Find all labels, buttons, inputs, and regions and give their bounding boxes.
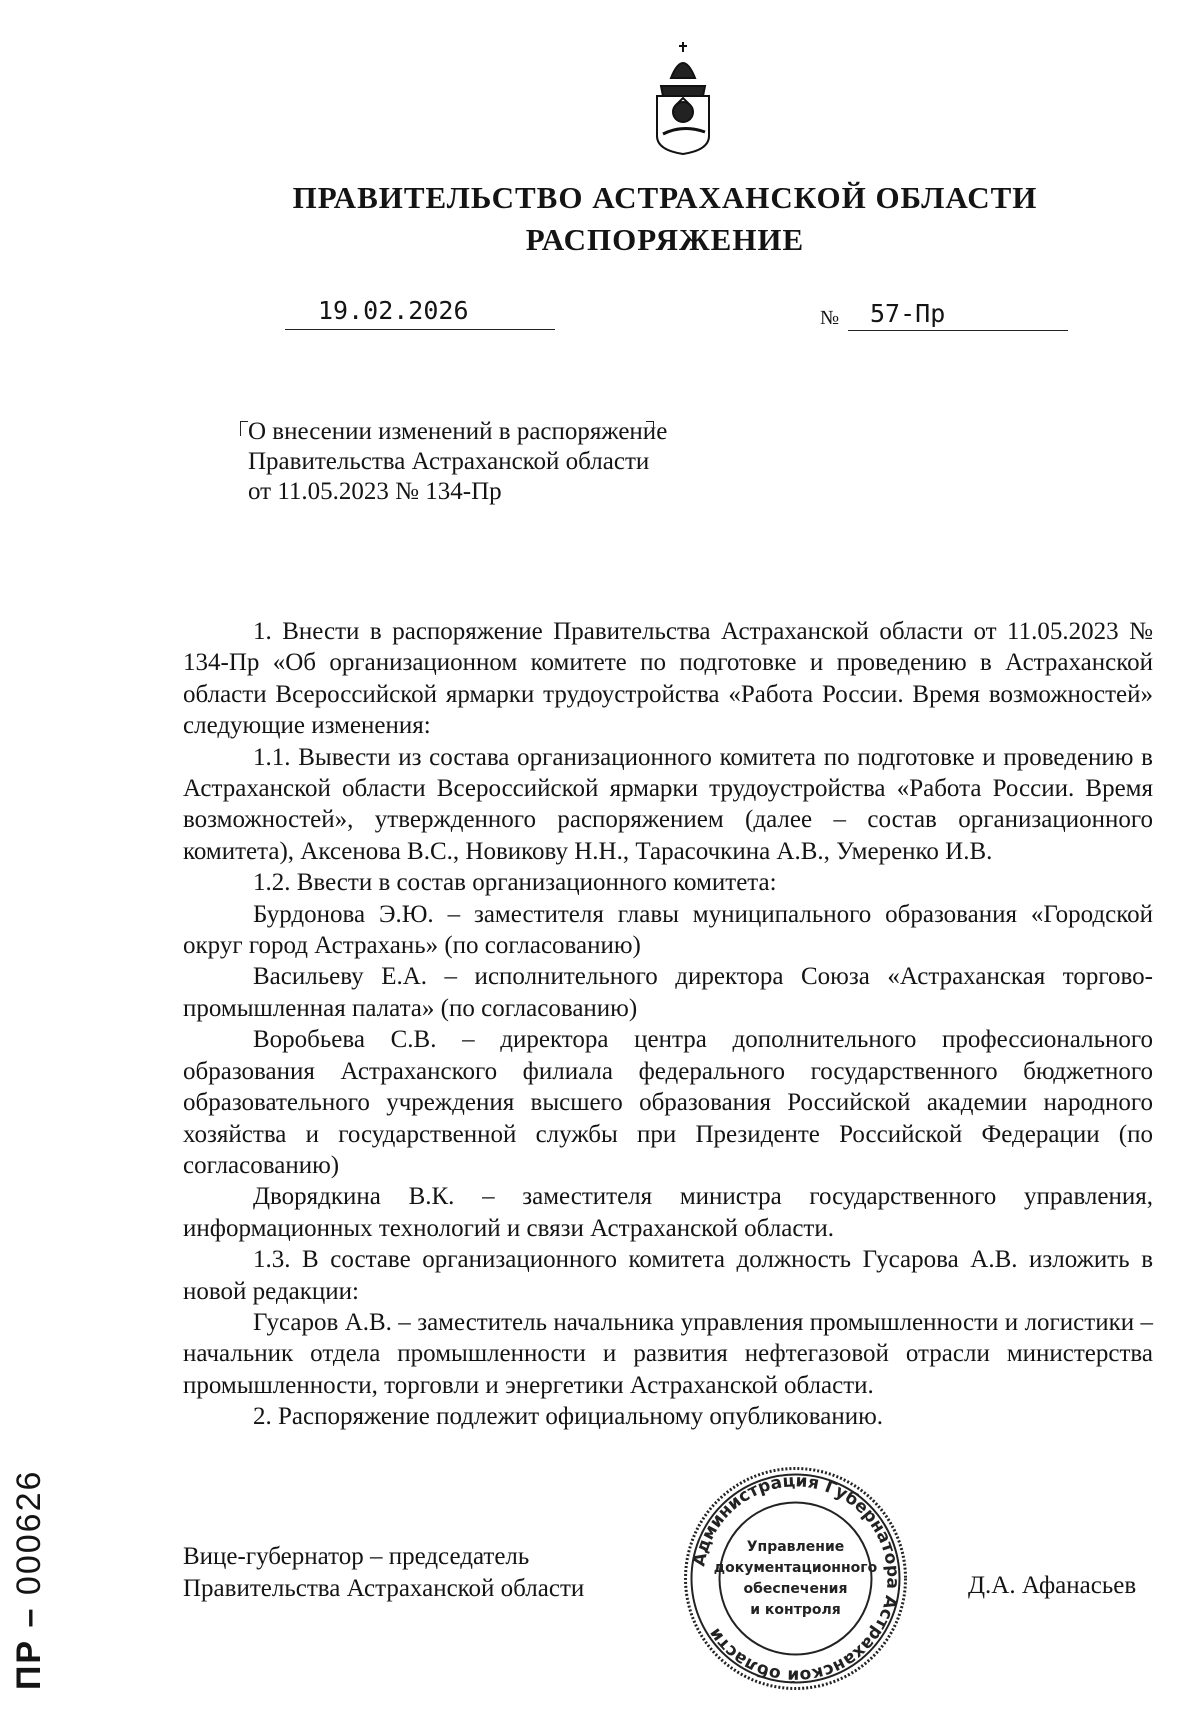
subject-text: О внесении изменений в распоряжение Правительства Астраханской области от 11.05.2023 № 134-Пр xyxy=(248,418,668,505)
signatory-position xyxy=(183,1541,584,1605)
stamp-line-3: обеспечения xyxy=(743,1581,848,1597)
document-type: РАСПОРЯЖЕНИЕ xyxy=(525,222,805,257)
paragraph-1-2: 1.2. Ввести в состав организационного комитета: xyxy=(253,869,777,897)
government-title: ПРАВИТЕЛЬСТВО АСТРАХАНСКОЙ ОБЛАСТИ xyxy=(292,180,1038,215)
stamp-outer-text: Администрация Губернатора Астраханской области xyxy=(689,1471,903,1686)
coat-of-arms-icon xyxy=(643,38,723,158)
member-dvoryadkin: Дворядкина В.К. – заместителя министра государственного управления, информационных технологий и связи Астраханской области. xyxy=(183,1183,1153,1242)
document-number: 57-Пр xyxy=(848,299,1068,331)
paragraph-1-1: 1.1. Вывести из состава организационного комитета по подготовке и проведению в Астраханской области Всероссийской ярмарки трудоустройства «Работа России. Время возможностей», утвержденного распоряжением (далее – состав организационного комитета), Аксенова В.С., Новикову Н.Н., Тарасочкина А.В., Умеренко И.В. xyxy=(183,743,1153,865)
member-burdonov: Бурдонова Э.Ю. – заместителя главы муниципального образования «Городской округ город Астрахань» (по согласованию) xyxy=(183,900,1153,960)
position-line-2: Правительства Астраханской области xyxy=(183,1575,585,1602)
registration-value: 000626 xyxy=(10,1469,48,1596)
document-subject xyxy=(248,417,668,507)
document-body xyxy=(183,616,1153,1433)
member-vasilieva: Васильеву Е.А. – исполнительного директора Союза «Астраханская торгово-промышленная палата» (по согласованию) xyxy=(183,963,1153,1022)
document-date: 19.02.2026 xyxy=(285,298,555,330)
stamp-line-1: Управление xyxy=(746,1539,845,1555)
stamp-line-2: документационного xyxy=(713,1560,878,1576)
registration-prefix: ПР – xyxy=(10,1606,48,1690)
number-label: № xyxy=(820,307,840,329)
paragraph-1-3: 1.3. В составе организационного комитета должность Гусарова А.В. изложить в новой редакции: xyxy=(183,1246,1153,1305)
registration-number xyxy=(10,1470,49,1690)
member-gusarov: Гусаров А.В. – заместитель начальника управления промышленности и логистики – начальник отдела промышленности и развития нефтегазовой отрасли министерства промышленности, торговли и энергетики Астраханской области. xyxy=(183,1308,1153,1399)
paragraph-2: 2. Распоряжение подлежит официальному опубликованию. xyxy=(253,1403,884,1431)
member-vorobiev: Воробьева С.В. – директора центра дополнительного профессионального образования Астраханского филиала федерального государственного бюджетного образовательного учреждения высшего образования Российской академии народного хозяйства и государственной службы при Президенте Российской Федерации (по согласованию) xyxy=(183,1026,1153,1179)
paragraph-1: 1. Внести в распоряжение Правительства Астраханской области от 11.05.2023 № 134-Пр «Об организационном комитете по подготовке и проведению в Астраханской области Всероссийской ярмарки трудоустройства «Работа России. Время возможностей» следующие изменения: xyxy=(183,618,1153,740)
signatory-name: Д.А. Афанасьев xyxy=(968,1572,1137,1599)
bracket-right-icon xyxy=(646,421,654,436)
position-line-1: Вице-губернатор – председатель xyxy=(183,1543,530,1570)
bracket-left-icon xyxy=(240,421,248,436)
official-stamp xyxy=(683,1466,908,1691)
stamp-line-4: и контроля xyxy=(750,1602,841,1618)
